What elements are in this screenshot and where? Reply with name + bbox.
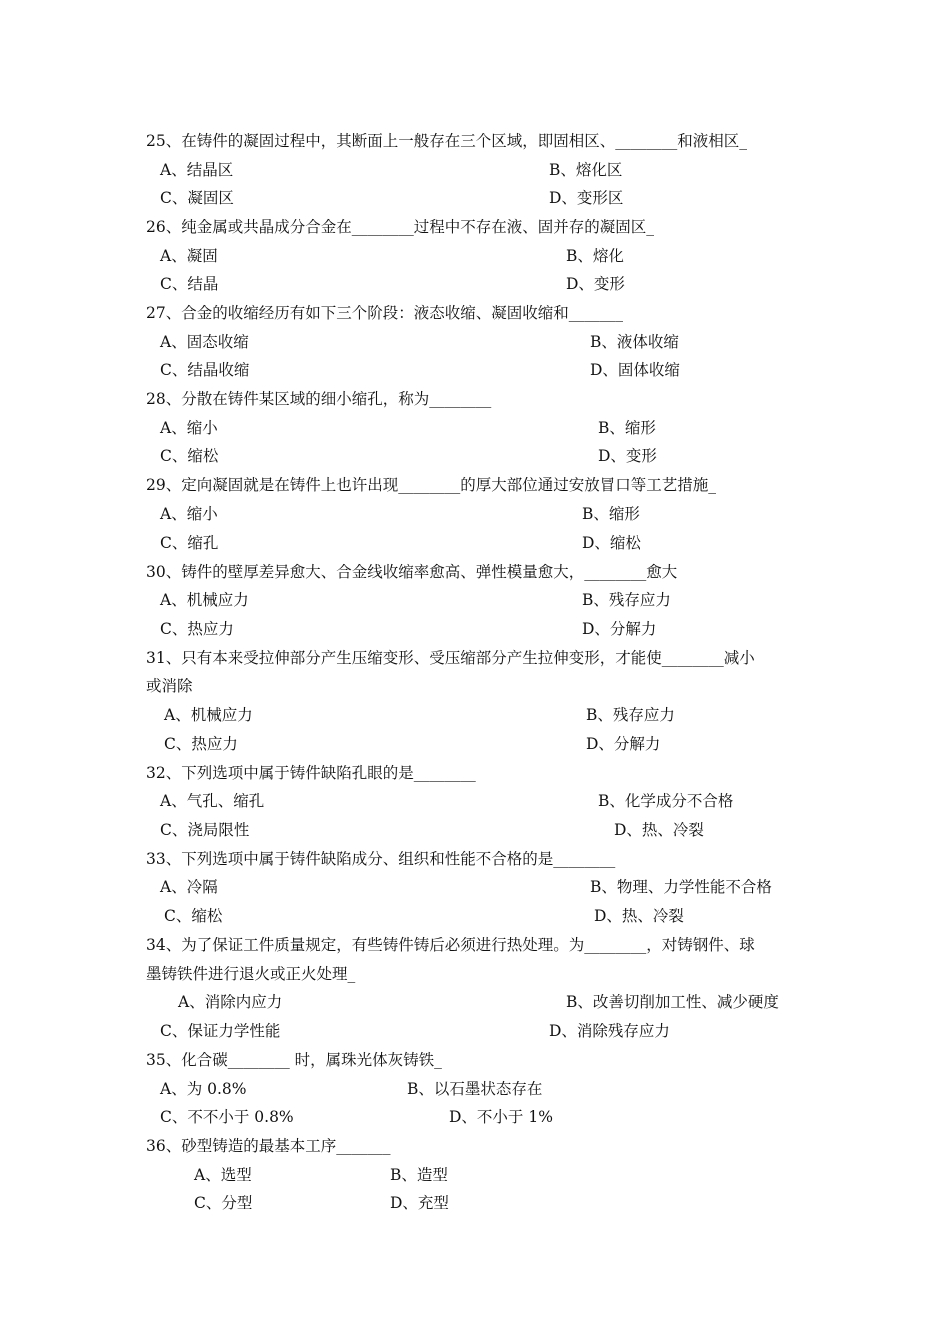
question-34-option-c: C、保证力学性能 <box>160 1022 281 1040</box>
question-35-option-d: D、不小于 1% <box>449 1108 553 1126</box>
question-31-stem-continued: 或消除 <box>146 677 193 695</box>
question-36-option-d: D、充型 <box>390 1194 449 1212</box>
question-25-stem: 25、在铸件的凝固过程中，其断面上一般存在三个区域，即固相区、________和液相区_ <box>146 132 747 150</box>
question-30-option-d: D、分解力 <box>582 620 657 638</box>
question-27-option-b: B、液体收缩 <box>590 333 679 351</box>
question-30-stem: 30、铸件的壁厚差异愈大、合金线收缩率愈高、弹性模量愈大，________愈大 <box>146 563 678 581</box>
question-29-option-d: D、缩松 <box>582 534 641 552</box>
question-28-stem: 28、分散在铸件某区域的细小缩孔，称为________ <box>146 390 492 408</box>
question-31-option-d: D、分解力 <box>586 735 661 753</box>
question-25-option-d: D、变形区 <box>549 189 624 207</box>
question-32-option-d: D、热、冷裂 <box>614 821 704 839</box>
question-31-stem: 31、只有本来受拉伸部分产生压缩变形、受压缩部分产生拉伸变形，才能使________减小 <box>146 649 755 667</box>
question-29-option-c: C、缩孔 <box>160 534 219 552</box>
question-30-option-c: C、热应力 <box>160 620 234 638</box>
question-35-option-a: A、为 0.8% <box>160 1080 247 1098</box>
question-36-option-c: C、分型 <box>194 1194 253 1212</box>
question-29-option-b: B、缩形 <box>582 505 640 523</box>
question-28-option-b: B、缩形 <box>598 419 656 437</box>
question-33-option-c: C、缩松 <box>164 907 223 925</box>
question-34-stem-continued: 墨铸铁件进行退火或正火处理_ <box>146 965 356 983</box>
question-27-option-c: C、结晶收缩 <box>160 361 250 379</box>
question-28-option-c: C、缩松 <box>160 447 219 465</box>
question-27-stem: 27、合金的收缩经历有如下三个阶段：液态收缩、凝固收缩和_______ <box>146 304 623 322</box>
question-29-stem: 29、定向凝固就是在铸件上也许出现________的厚大部位通过安放冒口等工艺措施_ <box>146 476 716 494</box>
question-33-stem: 33、下列选项中属于铸件缺陷成分、组织和性能不合格的是________ <box>146 850 616 868</box>
question-36-stem: 36、砂型铸造的最基本工序_______ <box>146 1137 391 1155</box>
question-33-option-a: A、冷隔 <box>160 878 218 896</box>
question-32-option-b: B、化学成分不合格 <box>598 792 734 810</box>
question-32-stem: 32、下列选项中属于铸件缺陷孔眼的是________ <box>146 764 476 782</box>
question-33-option-b: B、物理、力学性能不合格 <box>590 878 772 896</box>
question-28-option-a: A、缩小 <box>160 419 218 437</box>
question-28-option-d: D、变形 <box>598 447 657 465</box>
question-34-stem: 34、为了保证工件质量规定，有些铸件铸后必须进行热处理。为________，对铸钢件、球 <box>146 936 755 954</box>
question-34-option-a: A、消除内应力 <box>178 993 283 1011</box>
question-26-option-b: B、熔化 <box>566 247 624 265</box>
question-35-option-c: C、不不小于 0.8% <box>160 1108 294 1126</box>
question-30-option-b: B、残存应力 <box>582 591 671 609</box>
question-27-option-d: D、固体收缩 <box>590 361 680 379</box>
question-31-option-c: C、热应力 <box>164 735 238 753</box>
question-31-option-a: A、机械应力 <box>164 706 253 724</box>
question-33-option-d: D、热、冷裂 <box>594 907 684 925</box>
question-32-option-a: A、气孔、缩孔 <box>160 792 265 810</box>
question-36-option-b: B、造型 <box>390 1166 448 1184</box>
question-29-option-a: A、缩小 <box>160 505 218 523</box>
question-34-option-d: D、消除残存应力 <box>549 1022 670 1040</box>
question-27-option-a: A、固态收缩 <box>160 333 249 351</box>
question-35-stem: 35、化合碳________ 时，属珠光体灰铸铁_ <box>146 1051 442 1069</box>
question-31-option-b: B、残存应力 <box>586 706 675 724</box>
question-25-option-c: C、凝固区 <box>160 189 234 207</box>
question-26-option-c: C、结晶 <box>160 275 219 293</box>
question-25-option-b: B、熔化区 <box>549 161 623 179</box>
question-35-option-b: B、以石墨状态存在 <box>407 1080 543 1098</box>
question-36-option-a: A、选型 <box>194 1166 252 1184</box>
question-26-option-a: A、凝固 <box>160 247 218 265</box>
question-32-option-c: C、浇局限性 <box>160 821 250 839</box>
question-34-option-b: B、改善切削加工性、减少硬度 <box>566 993 779 1011</box>
question-26-option-d: D、变形 <box>566 275 625 293</box>
question-30-option-a: A、机械应力 <box>160 591 249 609</box>
question-25-option-a: A、结晶区 <box>160 161 234 179</box>
question-26-stem: 26、纯金属或共晶成分合金在________过程中不存在液、固并存的凝固区_ <box>146 218 654 236</box>
